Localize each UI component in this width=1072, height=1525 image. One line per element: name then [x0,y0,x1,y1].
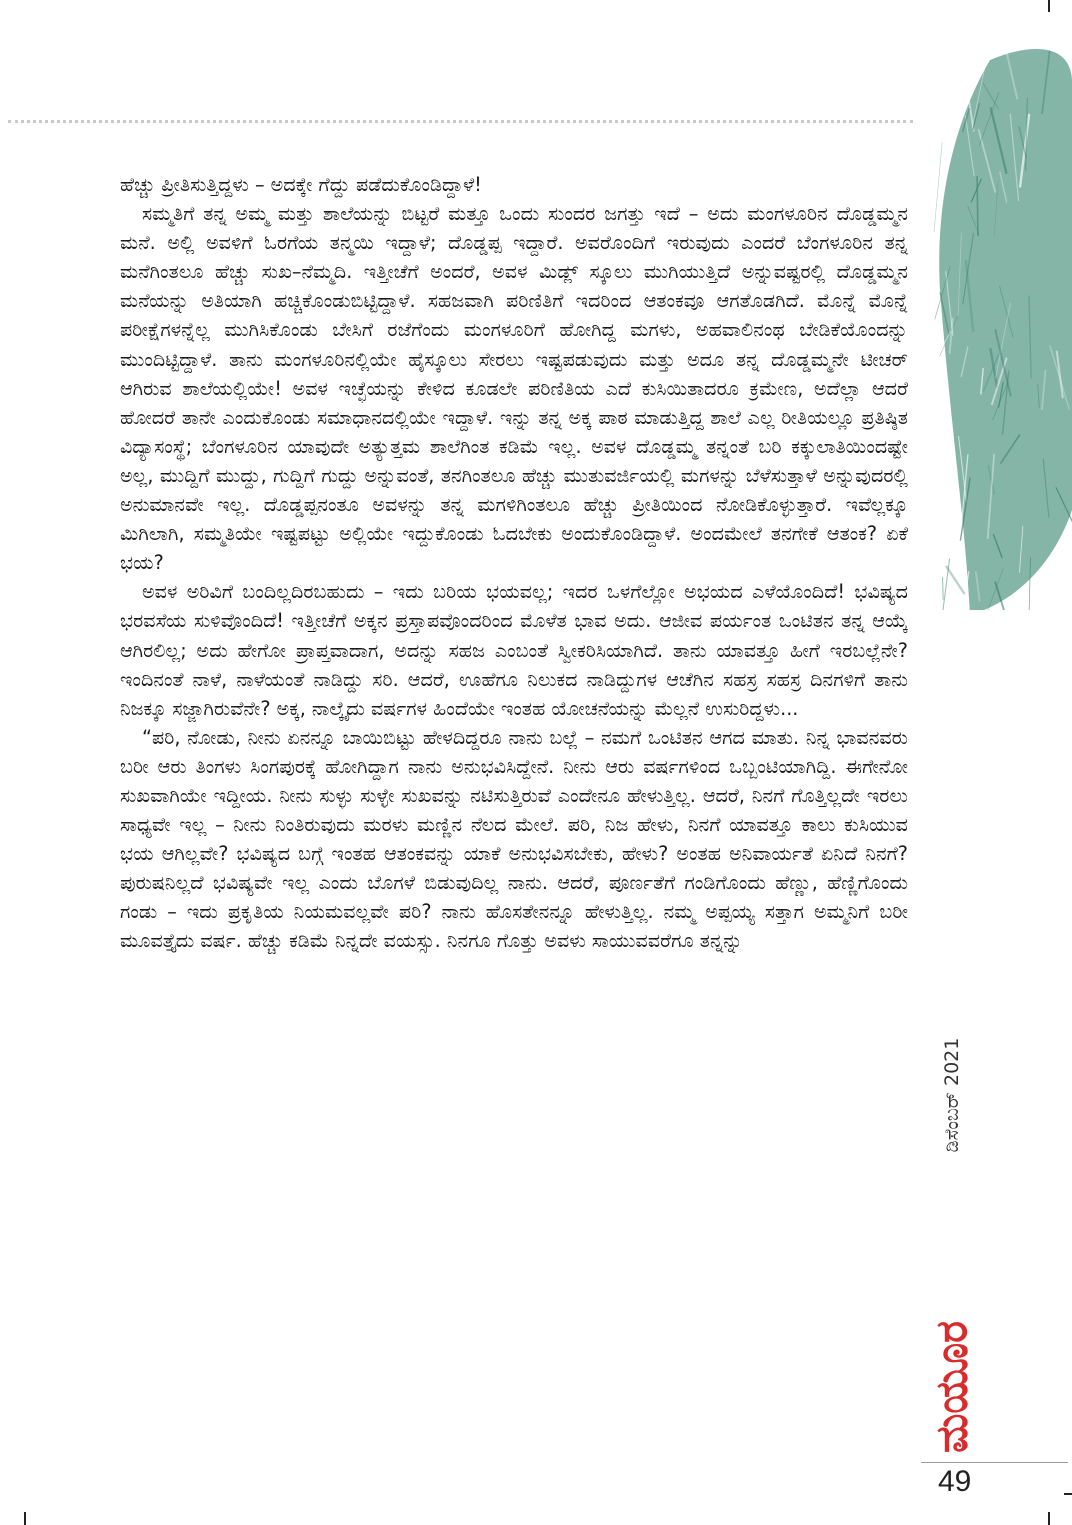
brush-streak [946,566,965,594]
brush-streak [934,142,942,232]
brush-streak [941,376,943,422]
page-number: 49 [938,1465,972,1498]
article-body [120,170,908,956]
brush-streak [977,176,978,236]
brush-streak [944,89,952,139]
article-paragraph: ಅವಳ ಅರಿವಿಗೆ ಬಂದಿಲ್ಲದಿರಬಹುದು – ಇದು ಬರಿಯ ಭಯವಲ್ಲ; ಇದರ ಒಳಗೆಲ್ಲೋ ಅಭಯದ ಎಳೆಯೊಂದಿದೆ! ಭವಿಷ್ಯದ ಭರವಸೆಯ ಸುಳಿವೊಂದಿದೆ! ಇತ್ತೀಚೆಗೆ ಅಕ್ಕನ ಪ್ರಸ್ತಾಪವೊಂದರಿಂದ ಮೊಳೆತ ಭಾವ ಅದು. ಆಜೀವ ಪರ್ಯಂತ ಒಂಟಿತನ ತನ್ನ ಆಯ್ಕೆ ಆಗಿರಲಿಲ್ಲ; ಅದು ಹೇಗೋ ಪ್ರಾಪ್ತವಾದಾಗ, ಅದನ್ನು ಸಹಜ ಎಂಬಂತೆ ಸ್ವೀಕರಿಸಿಯಾಗಿದೆ. ತಾನು ಯಾವತ್ತೂ ಹೀಗೆ ಇರಬಲ್ಲೆನೇ? ಇಂದಿನಂತೆ ನಾಳೆ, ನಾಳೆಯಂತೆ ನಾಡಿದ್ದು ಸರಿ. ಆದರೆ, ಊಹೆಗೂ ನಿಲುಕದ ನಾಡಿದ್ದುಗಳ ಆಚೆಗಿನ ಸಹಸ್ರ ಸಹಸ್ರ ದಿನಗಳಿಗೆ ತಾನು ನಿಜಕ್ಕೂ ಸಜ್ಜಾಗಿರುವೆನೇ? ಅಕ್ಕ, ನಾಲ್ಕೈದು ವರ್ಷಗಳ ಹಿಂದೆಯೇ ಇಂತಹ ಯೋಚನೆಯನ್ನು ಮೆಲ್ಲನೆ ಉಸುರಿದ್ದಳು... [120,580,908,720]
crop-mark-bottom-left [24,1512,26,1525]
crop-mark-top [1048,0,1050,12]
issue-date-text: ಡಿಸೆಂಬರ್ 2021 [941,1037,963,1153]
masthead-logo [925,1320,979,1455]
brush-streak [943,577,944,599]
header-dotted-rule [8,120,913,123]
brush-streak [1042,571,1047,610]
crop-mark-right-side [1064,1493,1072,1495]
brush-stroke-decoration [930,40,1072,610]
article-paragraph: ಹೆಚ್ಚು ಪ್ರೀತಿಸುತ್ತಿದ್ದಳು – ಅದಕ್ಕೇ ಗೆದ್ದು ಪಡೆದುಕೊಂಡಿದ್ದಾಳೆ! [120,173,482,196]
brush-streak [939,559,949,610]
masthead-text: ಮಯೂರ [926,1320,978,1453]
article-paragraph: ಸಮ್ಮತಿಗೆ ತನ್ನ ಅಮ್ಮ ಮತ್ತು ಶಾಲೆಯನ್ನು ಬಿಟ್ಟರೆ ಮತ್ತೂ ಒಂದು ಸುಂದರ ಜಗತ್ತು ಇದೆ – ಅದು ಮಂಗಳೂರಿನ ದೊಡ್ಡಮ್ಮನ ಮನೆ. ಅಲ್ಲಿ ಅವಳಿಗೆ ಓರಗೆಯ ತನ್ಮಯಿ ಇದ್ದಾಳೆ; ದೊಡ್ಡಪ್ಪ ಇದ್ದಾರೆ. ಅವರೊಂದಿಗೆ ಇರುವುದು ಎಂದರೆ ಬೆಂಗಳೂರಿನ ತನ್ನ ಮನೆಗಿಂತಲೂ ಹೆಚ್ಚು ಸುಖ–ನೆಮ್ಮದಿ. ಇತ್ತೀಚೆಗೆ ಅಂದರೆ, ಅವಳ ಮಿಡ್ಲ್ ಸ್ಕೂಲು ಮುಗಿಯುತ್ತಿದೆ ಅನ್ನುವಷ್ಟರಲ್ಲಿ ದೊಡ್ಡಮ್ಮನ ಮನೆಯನ್ನು ಅತಿಯಾಗಿ ಹಚ್ಚಿಕೊಂಡುಬಿಟ್ಟಿದ್ದಾಳೆ. ಸಹಜವಾಗಿ ಪರಿಣಿತಿಗೆ ಇದರಿಂದ ಆತಂಕವೂ ಆಗತೊಡಗಿದೆ. ಮೊನ್ನೆ ಮೊನ್ನೆ ಪರೀಕ್ಷೆಗಳನ್ನೆಲ್ಲ ಮುಗಿಸಿಕೊಂಡು ಬೇಸಿಗೆ ರಜೆಗೆಂದು ಮಂಗಳೂರಿಗೆ ಹೋಗಿದ್ದ ಮಗಳು, ಅಹವಾಲಿನಂಥ ಬೇಡಿಕೆಯೊಂದನ್ನು ಮುಂದಿಟ್ಟಿದ್ದಾಳೆ. ತಾನು ಮಂಗಳೂರಿನಲ್ಲಿಯೇ ಹೈಸ್ಕೂಲು ಸೇರಲು ಇಷ್ಟಪಡುವುದು ಮತ್ತು ಅದೂ ತನ್ನ ದೊಡ್ಡಮ್ಮನೇ ಟೀಚರ್ ಆಗಿರುವ ಶಾಲೆಯಲ್ಲಿಯೇ! ಅವಳ ಇಚ್ಛೆಯನ್ನು ಕೇಳಿದ ಕೂಡಲೇ ಪರಿಣಿತಿಯ ಎದೆ ಕುಸಿಯಿತಾದರೂ ಕ್ರಮೇಣ, ಅದೆಲ್ಲಾ ಆದರೆ ಹೋದರೆ ತಾನೇ ಎಂದುಕೊಂಡು ಸಮಾಧಾನದಲ್ಲಿಯೇ ಇದ್ದಾಳೆ. ಇನ್ನು ತನ್ನ ಅಕ್ಕ ಪಾಠ ಮಾಡುತ್ತಿದ್ದ ಶಾಲೆ ಎಲ್ಲ ರೀತಿಯಲ್ಲೂ ಪ್ರತಿಷ್ಠಿತ ವಿದ್ಯಾಸಂಸ್ಥೆ; ಬೆಂಗಳೂರಿನ ಯಾವುದೇ ಅತ್ಯುತ್ತಮ ಶಾಲೆಗಿಂತ ಕಡಿಮೆ ಇಲ್ಲ. ಅವಳ ದೊಡ್ಡಮ್ಮ ತನ್ನಂತೆ ಬರಿ ಕಕ್ಕುಲಾತಿಯಿಂದಷ್ಟೇ ಅಲ್ಲ, ಮುದ್ದಿಗೆ ಮುದ್ದು, ಗುದ್ದಿಗೆ ಗುದ್ದು ಅನ್ನುವಂತೆ, ತನಗಿಂತಲೂ ಹೆಚ್ಚು ಮುತುವರ್ಜಿಯಲ್ಲಿ ಮಗಳನ್ನು ಬೆಳೆಸುತ್ತಾಳೆ ಅನ್ನುವುದರಲ್ಲಿ ಅನುಮಾನವೇ ಇಲ್ಲ. ದೊಡ್ಡಪ್ಪನಂತೂ ಅವಳನ್ನು ತನ್ನ ಮಗಳಿಗಿಂತಲೂ ಹೆಚ್ಚು ಪ್ರೀತಿಯಿಂದ ನೋಡಿಕೊಳ್ಳುತ್ತಾರೆ. ಇವೆಲ್ಲಕ್ಕೂ ಮಿಗಿಲಾಗಿ, ಸಮ್ಮತಿಯೇ ಇಷ್ಟಪಟ್ಟು ಅಲ್ಲಿಯೇ ಇದ್ದುಕೊಂಡು ಓದಬೇಕು ಅಂದುಕೊಂಡಿದ್ದಾಳೆ. ಅಂದಮೇಲೆ ತನಗೇಕೆ ಆತಂಕ? ಏಕೆ ಭಯ? [120,202,908,575]
article-paragraph: “ಪರಿ, ನೋಡು, ನೀನು ಏನನ್ನೂ ಬಾಯಿಬಿಟ್ಟು ಹೇಳದಿದ್ದರೂ ನಾನು ಬಲ್ಲೆ – ನಮಗೆ ಒಂಟಿತನ ಆಗದ ಮಾತು. ನಿನ್ನ ಭಾವನವರು ಬರೀ ಆರು ತಿಂಗಳು ಸಿಂಗಪುರಕ್ಕೆ ಹೋಗಿದ್ದಾಗ ನಾನು ಅನುಭವಿಸಿದ್ದೇನೆ. ನೀನು ಆರು ವರ್ಷಗಳಿಂದ ಒಬ್ಬಂಟಿಯಾಗಿದ್ದಿ. ಈಗೇನೋ ಸುಖವಾಗಿಯೇ ಇದ್ದೀಯ. ನೀನು ಸುಳ್ಳು ಸುಳ್ಳೇ ಸುಖವನ್ನು ನಟಿಸುತ್ತಿರುವೆ ಎಂದೇನೂ ಹೇಳುತ್ತಿಲ್ಲ. ಆದರೆ, ನಿನಗೆ ಗೊತ್ತಿಲ್ಲದೇ ಇರಲು ಸಾಧ್ಯವೇ ಇಲ್ಲ – ನೀನು ನಿಂತಿರುವುದು ಮರಳು ಮಣ್ಣಿನ ನೆಲದ ಮೇಲೆ. ಪರಿ, ನಿಜ ಹೇಳು, ನಿನಗೆ ಯಾವತ್ತೂ ಕಾಲು ಕುಸಿಯುವ ಭಯ ಆಗಿಲ್ಲವೇ? ಭವಿಷ್ಯದ ಬಗ್ಗೆ ಇಂತಹ ಆತಂಕವನ್ನು ಯಾಕೆ ಅನುಭವಿಸಬೇಕು, ಹೇಳು? ಅಂತಹ ಅನಿವಾರ್ಯತೆ ಏನಿದೆ ನಿನಗೆ? ಪುರುಷನಿಲ್ಲದೆ ಭವಿಷ್ಯವೇ ಇಲ್ಲ ಎಂದು ಬೊಗಳೆ ಬಿಡುವುದಿಲ್ಲ ನಾನು. ಆದರೆ, ಪೂರ್ಣತೆಗೆ ಗಂಡಿಗೊಂದು ಹೆಣ್ಣು, ಹೆಣ್ಣಿಗೊಂದು ಗಂಡು – ಇದು ಪ್ರಕೃತಿಯ ನಿಯಮವಲ್ಲವೇ ಪರಿ? ನಾನು ಹೊಸತೇನನ್ನೂ ಹೇಳುತ್ತಿಲ್ಲ. ನಮ್ಮ ಅಪ್ಪಯ್ಯ ಸತ್ತಾಗ ಅಮ್ಮನಿಗೆ ಬರೀ ಮೂವತ್ತೈದು ವರ್ಷ. ಹೆಚ್ಚು ಕಡಿಮೆ ನಿನ್ನದೇ ವಯಸ್ಸು. ನಿನಗೂ ಗೊತ್ತು ಅವಳು ಸಾಯುವವರೆಗೂ ತನ್ನನ್ನು [120,725,908,953]
brush-streak [944,61,961,82]
crop-mark-bottom-right [1048,1512,1050,1525]
